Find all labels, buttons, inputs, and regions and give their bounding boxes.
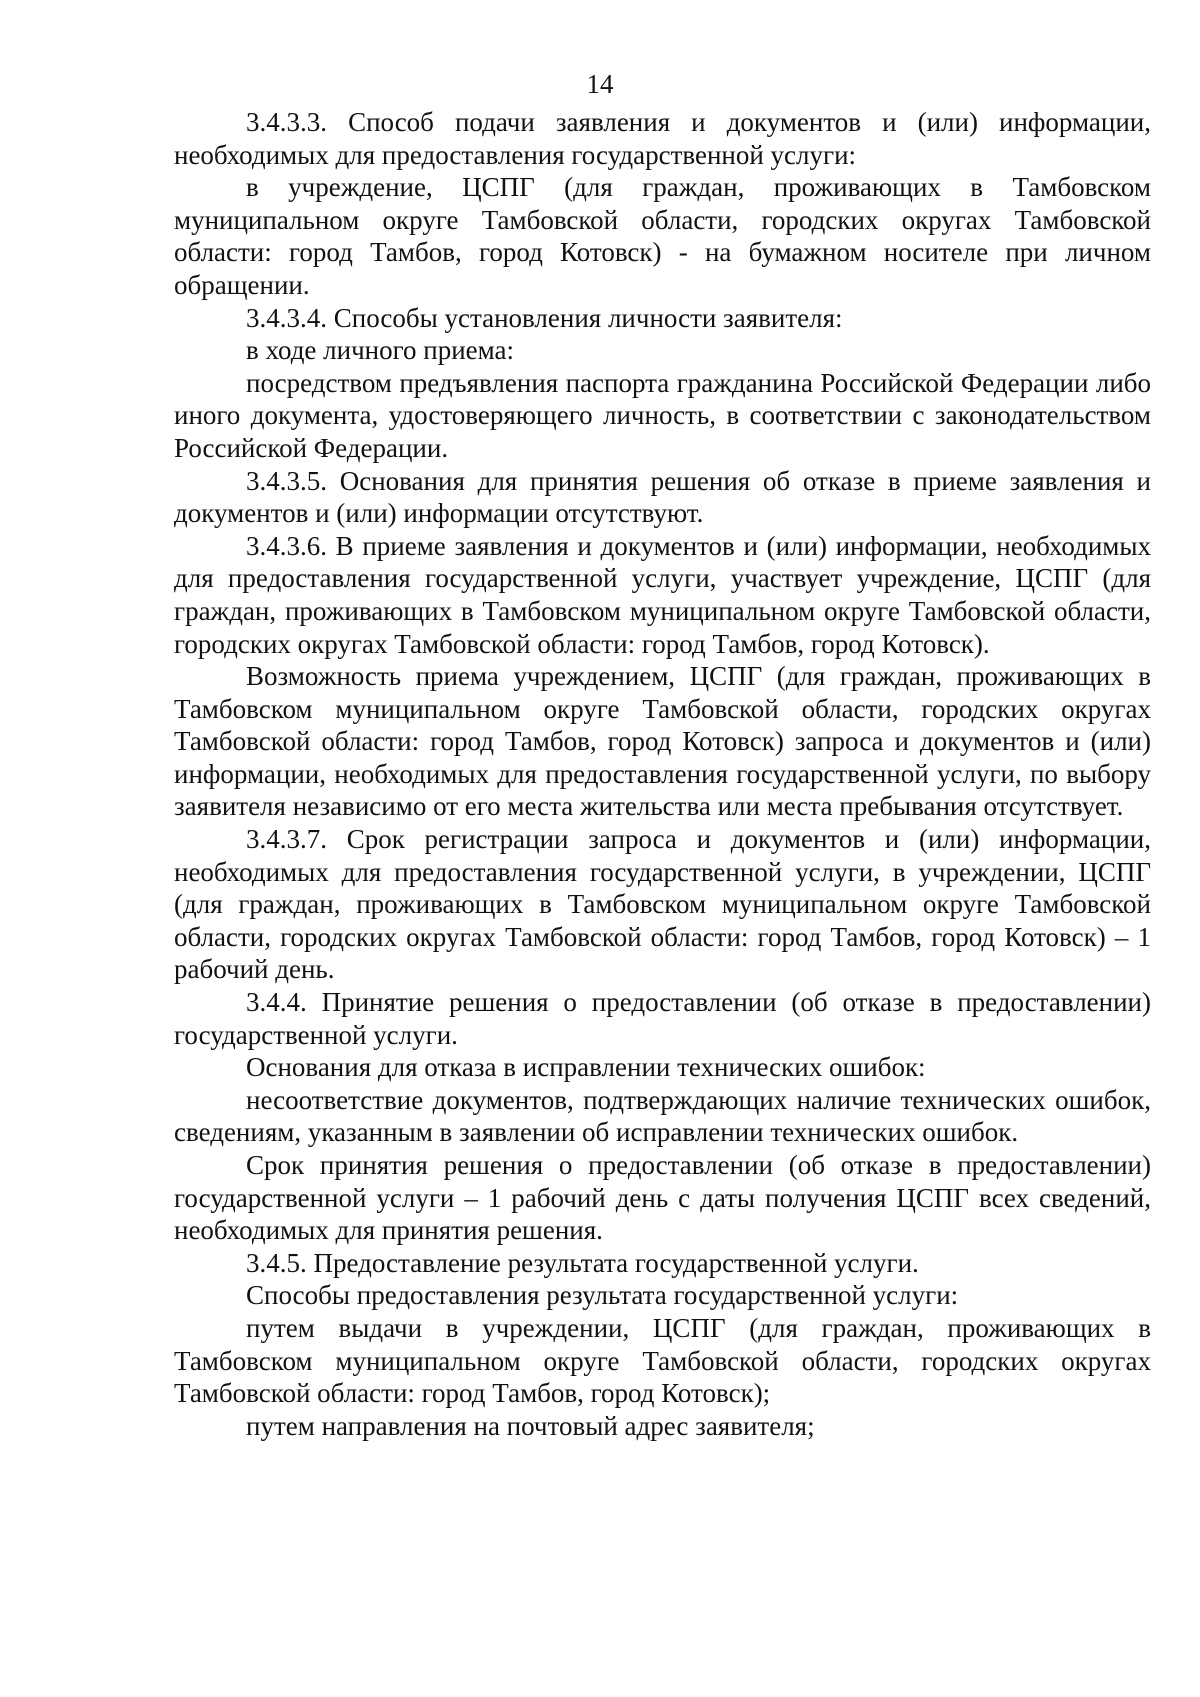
paragraph-3-4-5: 3.4.5. Предоставление результата государственной услуги.	[246, 1247, 919, 1278]
paragraph-decision-term: Срок принятия решения о предоставлении (об отказе в предоставлении) государственной услуги – 1 рабочий день с даты получения ЦСПГ всех сведений, необходимых для принятия решения.	[174, 1150, 1151, 1246]
document-body	[174, 106, 1151, 1442]
paragraph-postal-address: путем направления на почтовый адрес заявителя;	[246, 1410, 815, 1441]
paragraph-result-methods: Способы предоставления результата государственной услуги:	[246, 1280, 959, 1311]
paragraph-personal-reception: в ходе личного приема:	[246, 335, 515, 366]
paragraph-mismatch: несоответствие документов, подтверждающих наличие технических ошибок, сведениям, указанным в заявлении об исправлении технических ошибок.	[174, 1084, 1151, 1148]
page-number: 14	[586, 69, 614, 99]
paragraph-refusal-grounds: Основания для отказа в исправлении технических ошибок:	[246, 1052, 926, 1083]
paragraph-3-4-3-5: 3.4.3.5. Основания для принятия решения об отказе в приеме заявления и документов и (или) информации отсутствуют.	[174, 465, 1151, 529]
paragraph-3-4-3-6: 3.4.3.6. В приеме заявления и документов и (или) информации, необходимых для предоставления государственной услуги, участвует учреждение, ЦСПГ (для граждан, проживающих в Тамбовском муниципальном округе Тамбовской области, городских округах Тамбовской области: город Тамбов, город Котовск).	[174, 530, 1151, 659]
paragraph-3-4-3-3: 3.4.3.3. Способ подачи заявления и документов и (или) информации, необходимых для предоставления государственной услуги:	[174, 107, 1151, 170]
paragraph-reception-possibility: Возможность приема учреждением, ЦСПГ (для граждан, проживающих в Тамбовском муниципальном округе Тамбовской области, городских округах Тамбовской области: город Тамбов, город Котовск) запроса и документов и (или) информации, необходимых для предоставления государственной услуги, по выбору заявителя независимо от его места жительства или места пребывания отсутствует.	[174, 661, 1151, 822]
paragraph-3-4-4: 3.4.4. Принятие решения о предоставлении (об отказе в предоставлении) государственной услуги.	[174, 987, 1151, 1050]
paragraph-passport: посредством предъявления паспорта гражданина Российской Федерации либо иного документа, удостоверяющего личность, в соответствии с законодательством Российской Федерации.	[174, 367, 1151, 463]
paragraph-3-4-3-7: 3.4.3.7. Срок регистрации запроса и документов и (или) информации, необходимых для предоставления государственной услуги, в учреждении, ЦСПГ (для граждан, проживающих в Тамбовском муниципальном округе Тамбовской области, городских округах Тамбовской области: город Тамбов, город Котовск) – 1 рабочий день.	[174, 824, 1151, 985]
paragraph-issue-in-office: путем выдачи в учреждении, ЦСПГ (для граждан, проживающих в Тамбовском муниципальном округе Тамбовской области, городских округах Тамбовской области: город Тамбов, город Котовск);	[174, 1312, 1151, 1409]
paragraph-3-4-3-4: 3.4.3.4. Способы установления личности заявителя:	[246, 302, 843, 333]
paragraph-submission-method: в учреждение, ЦСПГ (для граждан, проживающих в Тамбовском муниципальном округе Тамбовской области, городских округах Тамбовской области: город Тамбов, город Котовск) - на бумажном носителе при личном обращении.	[174, 172, 1151, 300]
